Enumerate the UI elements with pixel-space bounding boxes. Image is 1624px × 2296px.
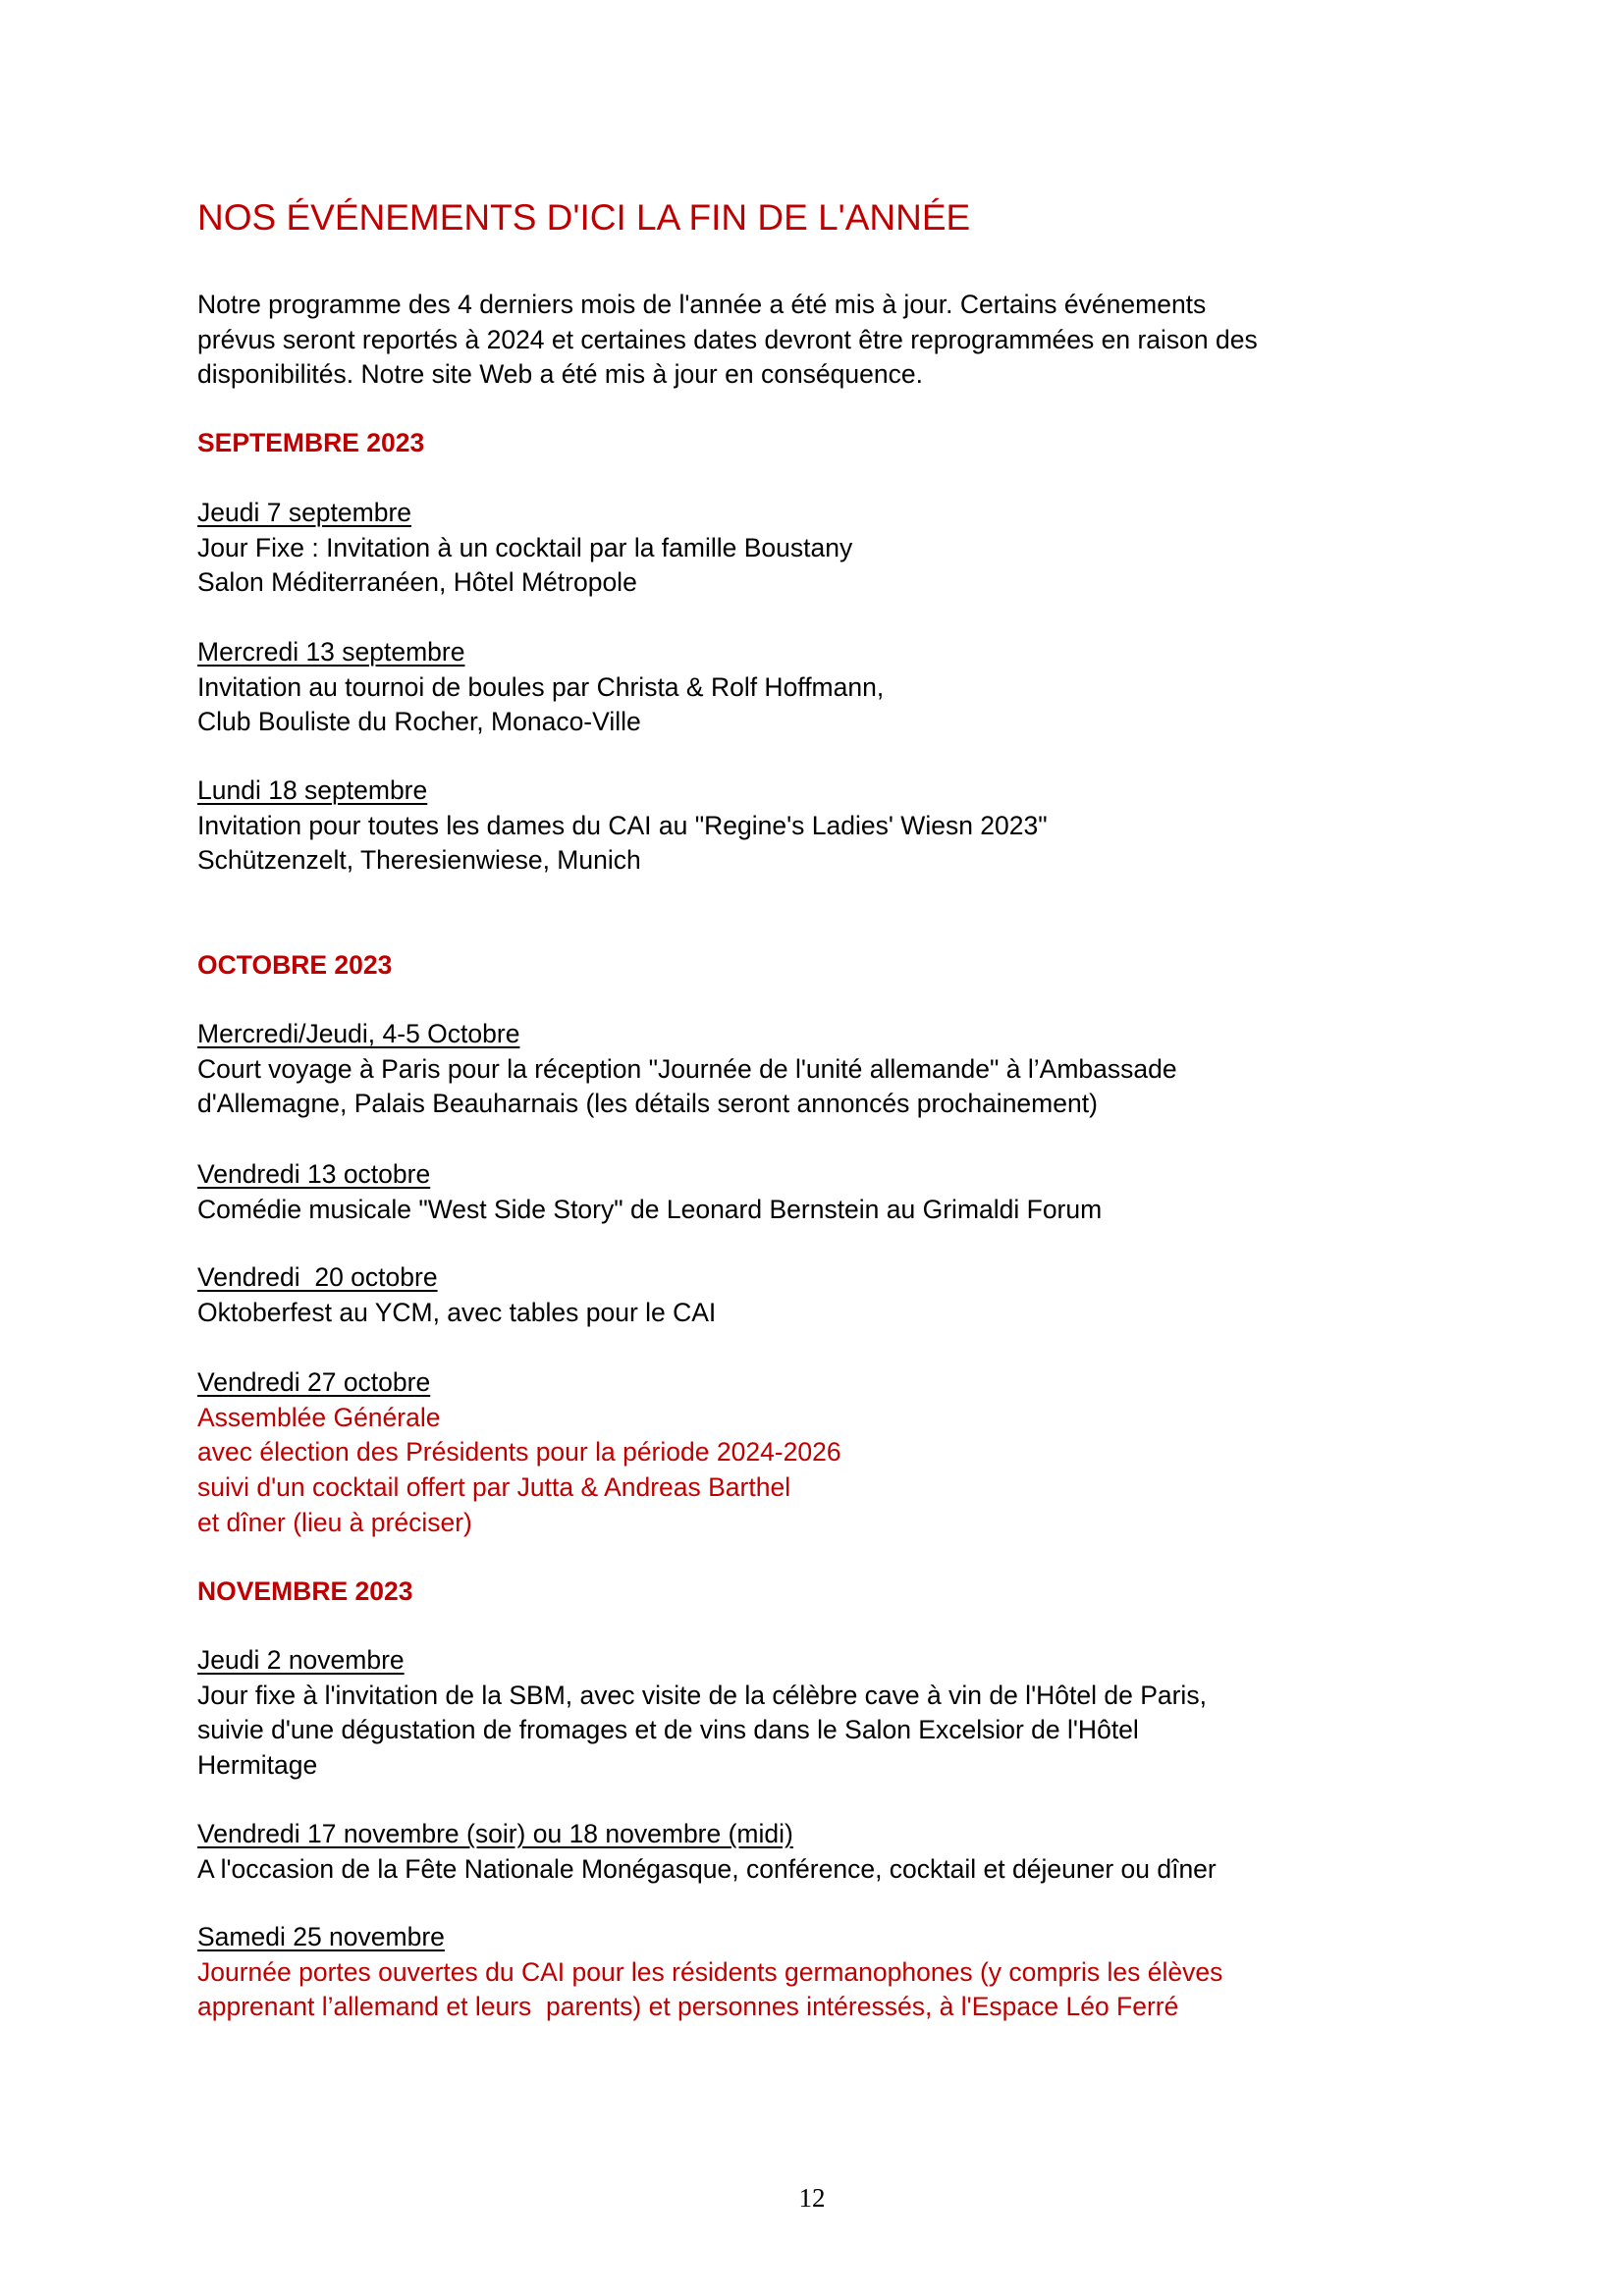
event-date: Vendredi 17 novembre (soir) ou 18 novembre (midi)	[197, 1819, 793, 1848]
event-line: Jour fixe à l'invitation de la SBM, avec visite de la célèbre cave à vin de l'Hôtel de Paris,	[197, 1680, 1207, 1710]
event-line: Comédie musicale "West Side Story" de Leonard Bernstein au Grimaldi Forum	[197, 1194, 1103, 1224]
event-line: Oktoberfest au YCM, avec tables pour le CAI	[197, 1297, 717, 1327]
month-heading-octobre: OCTOBRE 2023	[197, 950, 393, 980]
intro-line: prévus seront reportés à 2024 et certaines dates devront être reprogrammées en raison des	[197, 324, 1258, 354]
event-oct-13	[197, 1157, 1102, 1227]
event-date: Mercredi/Jeudi, 4-5 Octobre	[197, 1019, 520, 1048]
event-line: A l'occasion de la Fête Nationale Monégasque, conférence, cocktail et déjeuner ou dîner	[197, 1853, 1217, 1884]
intro-line: disponibilités. Notre site Web a été mis à jour en conséquence.	[197, 359, 923, 390]
event-line: suivie d'une dégustation de fromages et de vins dans le Salon Excelsior de l'Hôtel	[197, 1715, 1139, 1745]
event-line: suivi d'un cocktail offert par Jutta & Andreas Barthel	[197, 1472, 791, 1503]
event-nov-2	[197, 1643, 1207, 1784]
event-date: Mercredi 13 septembre	[197, 637, 465, 667]
event-date: Lundi 18 septembre	[197, 775, 428, 805]
event-line: et dîner (lieu à préciser)	[197, 1507, 472, 1537]
event-line: avec élection des Présidents pour la période 2024-2026	[197, 1437, 841, 1468]
event-date: Jeudi 7 septembre	[197, 498, 412, 527]
event-line: Hermitage	[197, 1750, 318, 1781]
page-number: 12	[798, 2183, 826, 2213]
event-date: Vendredi 27 octobre	[197, 1367, 431, 1397]
event-line: Invitation pour toutes les dames du CAI au "Regine's Ladies' Wiesn 2023"	[197, 810, 1048, 840]
event-sep-13	[197, 635, 884, 740]
month-heading-septembre: SEPTEMBRE 2023	[197, 428, 425, 457]
event-line: Assemblée Générale	[197, 1402, 441, 1432]
event-oct-20	[197, 1260, 716, 1330]
event-line: apprenant l’allemand et leurs parents) et personnes intéressés, à l'Espace Léo Ferré	[197, 1992, 1179, 2022]
event-line: Journée portes ouvertes du CAI pour les résidents germanophones (y compris les élèves	[197, 1956, 1223, 1987]
month-heading-novembre: NOVEMBRE 2023	[197, 1576, 413, 1606]
event-line: Invitation au tournoi de boules par Christa & Rolf Hoffmann,	[197, 671, 885, 702]
event-nov-17-18	[197, 1817, 1217, 1887]
event-oct-4-5	[197, 1017, 1177, 1122]
event-date: Vendredi 13 octobre	[197, 1159, 431, 1189]
event-nov-25	[197, 1920, 1222, 2025]
event-line: Court voyage à Paris pour la réception "Journée de l'unité allemande" à l’Ambassade	[197, 1053, 1177, 1084]
event-line: d'Allemagne, Palais Beauharnais (les détails seront annoncés prochainement)	[197, 1089, 1098, 1119]
event-sep-7	[197, 496, 852, 601]
event-date: Jeudi 2 novembre	[197, 1645, 405, 1675]
event-oct-27	[197, 1365, 841, 1541]
event-line: Club Bouliste du Rocher, Monaco-Ville	[197, 707, 641, 737]
event-line: Schützenzelt, Theresienwiese, Munich	[197, 845, 641, 876]
event-line: Salon Méditerranéen, Hôtel Métropole	[197, 567, 637, 598]
page-title: NOS ÉVÉNEMENTS D'ICI LA FIN DE L'ANNÉE	[197, 197, 971, 238]
intro-paragraph	[197, 288, 1258, 393]
event-date: Vendredi 20 octobre	[197, 1262, 438, 1292]
event-sep-18	[197, 774, 1048, 879]
event-date: Samedi 25 novembre	[197, 1922, 445, 1951]
event-line: Jour Fixe : Invitation à un cocktail par la famille Boustany	[197, 532, 853, 562]
intro-line: Notre programme des 4 derniers mois de l'année a été mis à jour. Certains événements	[197, 290, 1207, 319]
